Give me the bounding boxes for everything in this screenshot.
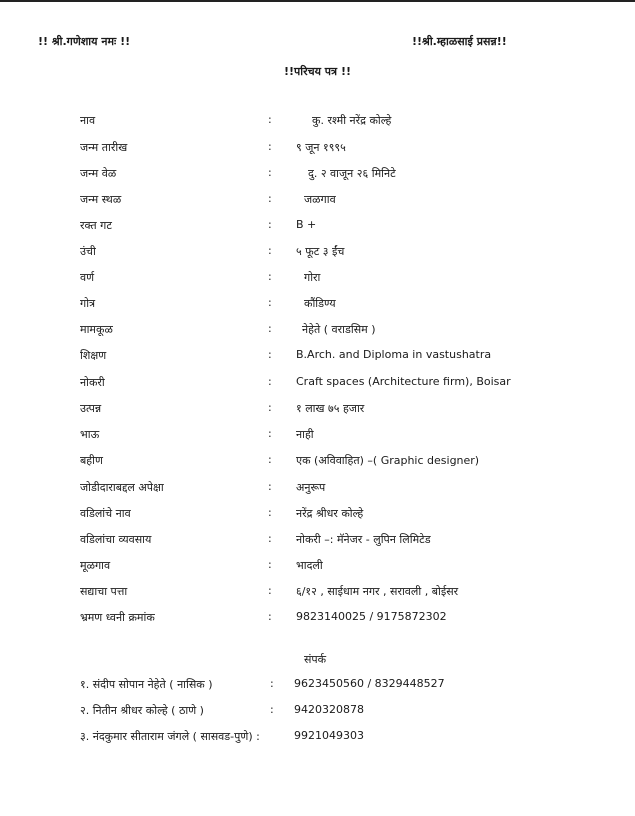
detail-separator: :: [268, 166, 272, 179]
detail-separator: :: [268, 610, 272, 623]
detail-separator: :: [268, 296, 272, 309]
detail-label: नोकरी: [80, 376, 105, 389]
detail-value: नेहेते ( वराडसिम ): [302, 323, 376, 336]
detail-row: [0, 584, 635, 604]
detail-label: भ्रमण ध्वनी क्रमांक: [80, 611, 155, 624]
detail-label: उत्पन्न: [80, 402, 102, 415]
detail-row: [0, 140, 635, 160]
detail-row: [0, 270, 635, 290]
detail-separator: :: [268, 532, 272, 545]
contact-separator: :: [270, 703, 274, 716]
detail-label: जन्म स्थळ: [80, 193, 122, 206]
detail-separator: :: [268, 427, 272, 440]
detail-row: [0, 244, 635, 264]
detail-separator: :: [268, 584, 272, 597]
detail-value: ९ जून १९९५: [296, 141, 346, 154]
detail-label: नाव: [80, 114, 96, 127]
detail-row: [0, 375, 635, 395]
detail-value: ६/१२ , साईधाम नगर , सरावली , बोईसर: [296, 585, 459, 598]
detail-label: रक्त गट: [80, 219, 112, 232]
detail-value: गोरा: [304, 271, 321, 284]
detail-value: दु. २ वाजून २६ मिनिटे: [308, 167, 396, 180]
detail-row: [0, 453, 635, 473]
detail-row: [0, 113, 635, 133]
detail-row: [0, 506, 635, 526]
detail-value: नोकरी –: मॅनेजर - लुपिन लिमिटेड: [296, 533, 431, 546]
detail-separator: :: [268, 375, 272, 388]
detail-row: [0, 348, 635, 368]
detail-label: उंची: [80, 245, 96, 258]
detail-label: वडिलांचे नाव: [80, 507, 131, 520]
contacts-heading: संपर्क: [304, 653, 327, 666]
contact-name: १. संदीप सोपान नेहेते ( नासिक ): [80, 678, 213, 691]
detail-label: वडिलांचा व्यवसाय: [80, 533, 152, 546]
detail-separator: :: [268, 506, 272, 519]
detail-row: [0, 427, 635, 447]
detail-label: जोडीदाराबद्दल अपेक्षा: [80, 481, 164, 494]
detail-label: जन्म वेळ: [80, 167, 117, 180]
contact-name: २. नितीन श्रीधर कोल्हे ( ठाणे ): [80, 704, 204, 717]
detail-value: 9823140025 / 9175872302: [296, 610, 447, 623]
detail-value: १ लाख ७५ हजार: [296, 402, 365, 415]
detail-row: [0, 558, 635, 578]
header-right-invocation: !!श्री.म्हाळसाई प्रसन्न!!: [412, 35, 507, 48]
top-border: [0, 0, 635, 2]
detail-row: [0, 480, 635, 500]
contact-separator: :: [270, 677, 274, 690]
detail-row: [0, 532, 635, 552]
detail-label: भाऊ: [80, 428, 100, 441]
detail-separator: :: [268, 140, 272, 153]
detail-separator: :: [268, 348, 272, 361]
detail-value: अनुरूप: [296, 481, 326, 494]
detail-row: [0, 192, 635, 212]
detail-label: जन्म तारीख: [80, 141, 128, 154]
detail-value: ५ फूट ३ ईंच: [296, 245, 345, 258]
detail-separator: :: [268, 558, 272, 571]
detail-separator: :: [268, 218, 272, 231]
contact-name: ३. नंदकुमार सीताराम जंगले ( सासवड-पुणे) :: [80, 730, 260, 743]
detail-separator: :: [268, 401, 272, 414]
detail-label: बहीण: [80, 454, 103, 467]
detail-label: मूळगाव: [80, 559, 111, 572]
detail-value: भादली: [296, 559, 323, 572]
detail-value: कु. रश्मी नरेंद्र कोल्हे: [312, 114, 392, 127]
detail-row: [0, 322, 635, 342]
detail-separator: :: [268, 244, 272, 257]
detail-label: सद्याचा पत्ता: [80, 585, 128, 598]
contact-phone: 9623450560 / 8329448527: [294, 677, 445, 690]
detail-separator: :: [268, 480, 272, 493]
detail-label: शिक्षण: [80, 349, 107, 362]
detail-label: मामकूळ: [80, 323, 113, 336]
detail-row: [0, 218, 635, 238]
detail-value: Craft spaces (Architecture firm), Boisar: [296, 375, 511, 388]
detail-label: गोत्र: [80, 297, 96, 310]
detail-value: B.Arch. and Diploma in vastushatra: [296, 348, 492, 361]
detail-separator: :: [268, 453, 272, 466]
detail-row: [0, 166, 635, 186]
detail-value: नरेंद्र श्रीधर कोल्हे: [296, 507, 364, 520]
contact-phone: 9420320878: [294, 703, 364, 716]
detail-value: B +: [296, 218, 317, 231]
detail-separator: :: [268, 113, 272, 126]
detail-separator: :: [268, 270, 272, 283]
detail-row: [0, 401, 635, 421]
contact-phone: 9921049303: [294, 729, 364, 742]
detail-value: कौंडिण्य: [304, 297, 336, 310]
header-left-invocation: !! श्री.गणेशाय नमः !!: [38, 35, 131, 48]
detail-label: वर्ण: [80, 271, 95, 284]
detail-separator: :: [268, 322, 272, 335]
detail-value: जळगाव: [304, 193, 336, 206]
detail-value: एक (अविवाहित) –( Graphic designer): [296, 454, 480, 467]
detail-value: नाही: [296, 428, 314, 441]
detail-row: [0, 610, 635, 630]
document-title: !!परिचय पत्र !!: [283, 65, 351, 78]
detail-row: [0, 296, 635, 316]
detail-separator: :: [268, 192, 272, 205]
